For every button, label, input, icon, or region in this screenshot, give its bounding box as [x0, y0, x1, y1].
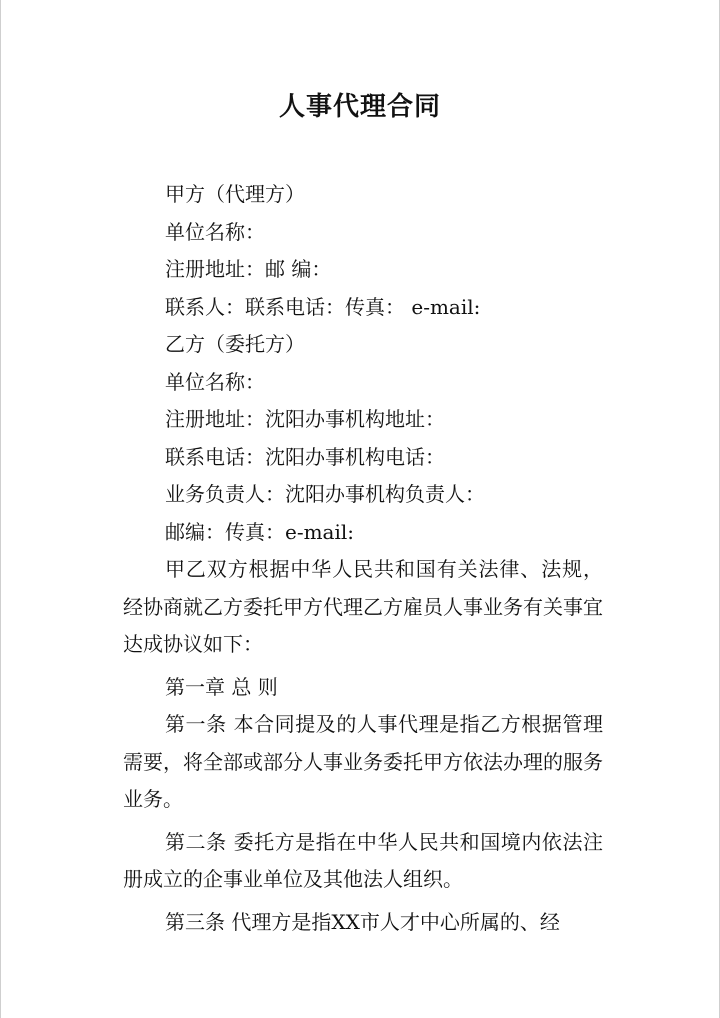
article-1: 第一条 本合同提及的人事代理是指乙方根据管理需要，将全部或部分人事业务委托甲方依法办理的服务业务。: [123, 712, 603, 811]
party-b-address: 注册地址：沈阳办事机构地址：: [165, 407, 445, 431]
party-b-phone: 联系电话：沈阳办事机构电话：: [165, 444, 445, 469]
party-a-address: 注册地址：邮 编：: [165, 257, 332, 281]
document-title: 人事代理合同: [278, 92, 441, 122]
preamble-paragraph: 甲乙双方根据中华人民共和国有关法律、法规，经协商就乙方委托甲方代理乙方雇员人事业务有关事宜达成协议如下：: [123, 557, 603, 656]
chapter-heading: 第一章 总 则: [165, 674, 278, 699]
party-a-unit-name: 单位名称：: [165, 219, 265, 244]
article-2: 第二条 委托方是指在中华人民共和国境内依法注册成立的企事业单位及其他法人组织。: [123, 829, 603, 891]
party-b-postcode: 邮编：传真：e-mail:: [165, 519, 355, 544]
party-b-heading: 乙方（委托方）: [165, 332, 305, 356]
article-3: 第三条 代理方是指XX市人才中心所属的、经: [165, 909, 560, 934]
party-a-contact: 联系人：联系电话：传真： e-mail:: [165, 294, 481, 319]
party-b-manager: 业务负责人：沈阳办事机构负责人：: [165, 482, 485, 506]
party-b-unit-name: 单位名称：: [165, 369, 265, 394]
document-body: [123, 176, 603, 941]
party-a-heading: 甲方（代理方）: [165, 182, 305, 206]
